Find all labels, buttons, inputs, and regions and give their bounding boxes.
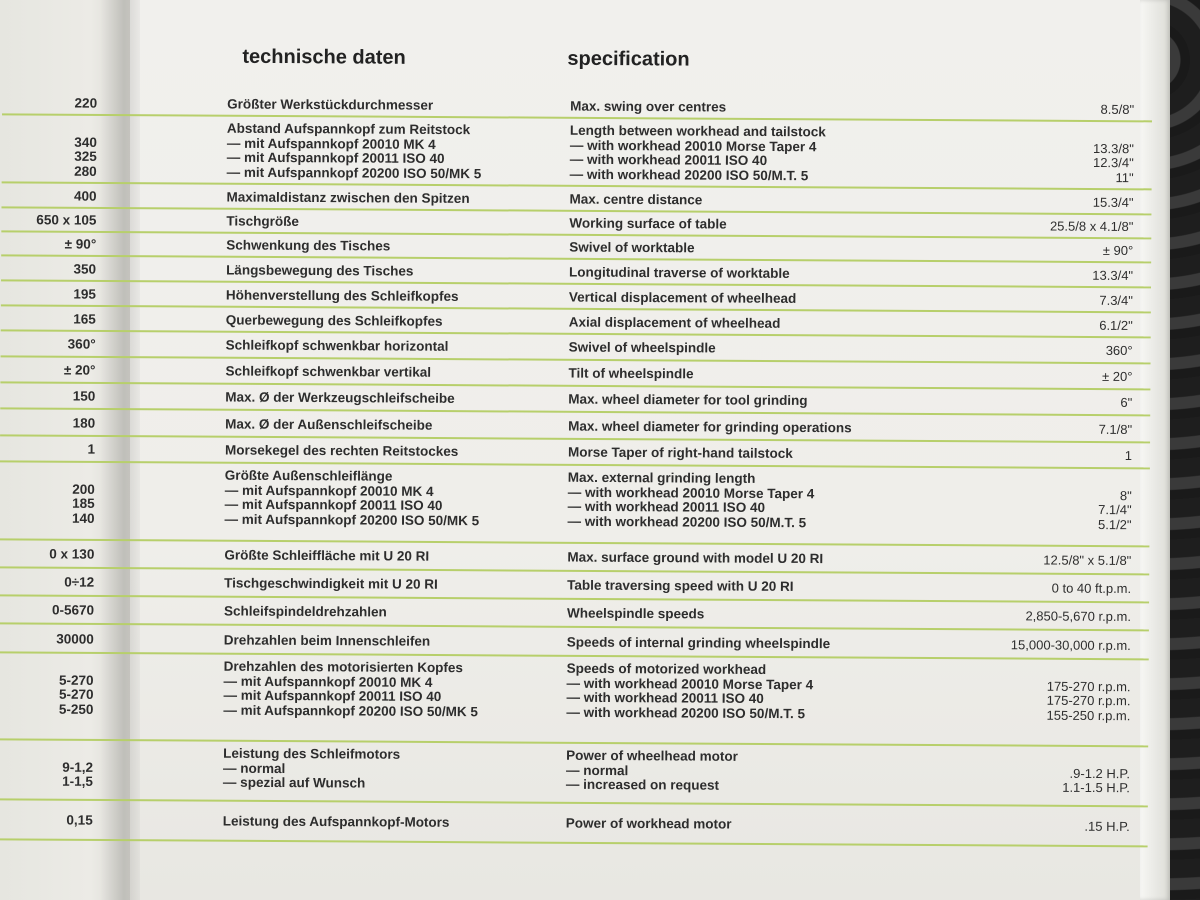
german-label-line: Max. Ø der Außenschleifscheibe bbox=[225, 415, 433, 433]
metric-value bbox=[0, 467, 95, 526]
english-label-line: — with workhead 20010 Morse Taper 4 bbox=[567, 484, 815, 501]
imperial-value-line: 8.5/8" bbox=[1100, 101, 1135, 117]
imperial-value-line bbox=[899, 664, 1131, 680]
metric-value bbox=[0, 416, 95, 431]
english-label bbox=[566, 749, 738, 794]
metric-value-line bbox=[2, 120, 97, 135]
imperial-value-line bbox=[898, 751, 1130, 767]
spec-row bbox=[0, 740, 1148, 807]
spec-row bbox=[0, 462, 1150, 547]
english-label-line: Max. swing over centres bbox=[570, 98, 727, 115]
german-label-line: Maximaldistanz zwischen den Spitzen bbox=[226, 188, 470, 206]
metric-value-line: 325 bbox=[74, 148, 97, 164]
metric-value bbox=[0, 745, 93, 789]
english-label-line: Swivel of wheelspindle bbox=[568, 339, 716, 356]
imperial-value-line: 2,850-5,670 r.p.m. bbox=[1025, 608, 1132, 624]
english-label-line: — with workhead 20010 Morse Taper 4 bbox=[569, 137, 817, 154]
metric-value-line: 1-1,5 bbox=[62, 773, 94, 789]
german-label bbox=[224, 548, 429, 564]
imperial-value bbox=[900, 448, 1132, 464]
imperial-value bbox=[901, 343, 1133, 359]
german-label bbox=[226, 214, 299, 229]
german-label-line: — mit Aufspannkopf 20200 ISO 50/MK 5 bbox=[223, 702, 479, 719]
metric-value bbox=[1, 237, 96, 252]
imperial-value-line: ± 20° bbox=[1102, 368, 1133, 385]
german-label bbox=[227, 122, 482, 182]
english-label bbox=[569, 315, 781, 331]
english-label bbox=[566, 817, 732, 833]
english-label bbox=[569, 192, 702, 207]
metric-value-line bbox=[0, 467, 95, 482]
heading-german: technische daten bbox=[242, 45, 406, 69]
metric-value bbox=[0, 363, 95, 378]
metric-value-line: 200 bbox=[72, 481, 95, 497]
imperial-value-line: .9-1.2 H.P. bbox=[1069, 765, 1131, 781]
german-label-line: Leistung des Aufspannkopf-Motors bbox=[222, 813, 450, 830]
english-label-line: Speeds of internal grinding wheelspindle bbox=[566, 634, 831, 651]
german-label-line: Längsbewegung des Tisches bbox=[226, 261, 414, 279]
metric-value-line: 340 bbox=[74, 134, 97, 150]
german-label-line: — mit Aufspannkopf 20011 ISO 40 bbox=[224, 496, 443, 514]
german-label-line: Höhenverstellung des Schleifkopfes bbox=[225, 286, 459, 304]
german-label-line: Größter Werkstückdurchmesser bbox=[227, 95, 434, 113]
metric-value bbox=[1, 262, 96, 277]
imperial-value-line: 7.1/8" bbox=[1098, 421, 1133, 437]
german-label-line: — mit Aufspannkopf 20010 MK 4 bbox=[223, 673, 433, 690]
english-label bbox=[570, 99, 726, 114]
german-label-line: — normal bbox=[223, 760, 286, 776]
imperial-value bbox=[901, 267, 1133, 283]
imperial-value-line: ± 90° bbox=[1102, 242, 1134, 259]
imperial-value-line: 5.1/2" bbox=[1097, 516, 1132, 532]
english-label-line: — with workhead 20011 ISO 40 bbox=[567, 498, 766, 516]
german-label-line: Leistung des Schleifmotors bbox=[223, 745, 401, 762]
german-label-line: Tischgröße bbox=[226, 213, 299, 229]
imperial-value bbox=[900, 473, 1132, 532]
spec-row bbox=[0, 800, 1148, 847]
metric-value-line: 220 bbox=[74, 95, 98, 111]
metric-value bbox=[1, 189, 96, 204]
english-label-line: Max. wheel diameter for grinding operations bbox=[568, 418, 852, 435]
imperial-value bbox=[900, 421, 1132, 437]
imperial-value-line: 13.3/8" bbox=[1093, 140, 1134, 156]
english-label bbox=[567, 635, 830, 651]
english-label-line: — with workhead 20200 ISO 50/M.T. 5 bbox=[569, 166, 809, 183]
metric-value-line: 0,15 bbox=[66, 812, 93, 828]
metric-value bbox=[2, 120, 97, 179]
imperial-value-line bbox=[902, 126, 1134, 142]
english-label-line: Max. centre distance bbox=[569, 191, 703, 207]
german-label-line: — mit Aufspannkopf 20011 ISO 40 bbox=[226, 149, 445, 167]
english-label-line: Longitudinal traverse of worktable bbox=[569, 264, 790, 281]
imperial-value-line: 15.3/4" bbox=[1092, 194, 1134, 210]
metric-value bbox=[0, 658, 94, 717]
english-label-line: Max. external grinding length bbox=[567, 469, 756, 486]
imperial-value-line: 1 bbox=[1124, 447, 1133, 463]
imperial-value-line: 6.1/2" bbox=[1099, 317, 1133, 333]
english-label-line: Wheelspindle speeds bbox=[566, 605, 705, 622]
german-label bbox=[226, 190, 469, 206]
imperial-value-line bbox=[900, 473, 1132, 489]
english-label-line: Vertical displacement of wheelhead bbox=[568, 289, 797, 306]
metric-value-line: 0÷12 bbox=[64, 574, 95, 590]
metric-value-line: 180 bbox=[72, 415, 96, 431]
english-label-line: Power of wheelhead motor bbox=[566, 747, 738, 764]
german-label bbox=[226, 338, 449, 354]
english-label-line: Table traversing speed with U 20 RI bbox=[567, 577, 794, 594]
metric-value bbox=[1, 312, 96, 327]
imperial-value bbox=[901, 243, 1133, 259]
imperial-value bbox=[899, 609, 1131, 625]
imperial-value-line: 15,000-30,000 r.p.m. bbox=[1010, 636, 1131, 653]
german-label bbox=[223, 660, 478, 720]
imperial-value bbox=[899, 581, 1131, 597]
german-label-line: Schleifkopf schwenkbar vertikal bbox=[225, 363, 432, 380]
imperial-value-line: 11" bbox=[1115, 169, 1134, 185]
imperial-value-line: 360° bbox=[1105, 342, 1133, 359]
english-label bbox=[567, 579, 793, 595]
imperial-value-line: 12.3/4" bbox=[1092, 155, 1134, 171]
imperial-value-line: 25.5/8 x 4.1/8" bbox=[1049, 218, 1134, 235]
imperial-value bbox=[901, 317, 1133, 333]
english-label bbox=[567, 607, 704, 622]
metric-value-line: 185 bbox=[72, 495, 95, 511]
german-label-line: Morsekegel des rechten Reitstockes bbox=[224, 442, 459, 459]
english-label-line: Length between workhead and tailstock bbox=[569, 122, 826, 140]
metric-value-line: 5-270 bbox=[59, 672, 94, 688]
english-label-line: Swivel of worktable bbox=[569, 239, 695, 256]
imperial-value-line: 155-250 r.p.m. bbox=[1046, 707, 1131, 723]
metric-value-line: 140 bbox=[71, 510, 95, 526]
metric-value-line: 280 bbox=[74, 163, 97, 179]
imperial-value-line: 12.5/8" x 5.1/8" bbox=[1043, 552, 1132, 568]
german-label bbox=[224, 576, 438, 592]
english-label-line: Morse Taper of right-hand tailstock bbox=[567, 444, 793, 461]
metric-value-line: 165 bbox=[73, 311, 96, 327]
english-label bbox=[569, 341, 716, 356]
imperial-value-line: 8" bbox=[1119, 487, 1132, 503]
german-label-line: Schwenkung des Tisches bbox=[226, 237, 391, 254]
english-label bbox=[567, 551, 823, 567]
metric-value bbox=[1, 213, 96, 228]
imperial-value bbox=[899, 553, 1131, 569]
german-label-line: Abstand Aufspannkopf zum Reitstock bbox=[226, 120, 471, 138]
german-label-line: Tischgeschwindigkeit mit U 20 RI bbox=[224, 575, 438, 592]
metric-value-line: 400 bbox=[73, 188, 97, 204]
imperial-value bbox=[901, 219, 1133, 235]
imperial-value bbox=[900, 369, 1132, 385]
german-label bbox=[224, 604, 387, 619]
metric-value-line: ± 90° bbox=[64, 236, 97, 252]
metric-value bbox=[0, 575, 94, 590]
german-label bbox=[223, 747, 400, 792]
german-label-line: — mit Aufspannkopf 20011 ISO 40 bbox=[223, 687, 442, 705]
english-label-line: — with workhead 20011 ISO 40 bbox=[566, 689, 764, 707]
german-label bbox=[226, 313, 443, 329]
metric-value-line: 650 x 105 bbox=[36, 212, 97, 228]
metric-value-line: 30000 bbox=[56, 630, 94, 647]
german-label bbox=[225, 417, 432, 433]
imperial-value bbox=[898, 819, 1130, 835]
spec-row bbox=[0, 653, 1149, 747]
english-label bbox=[569, 290, 796, 306]
imperial-value bbox=[899, 637, 1131, 653]
german-label bbox=[225, 443, 458, 459]
german-label bbox=[226, 288, 459, 304]
english-label-line: — normal bbox=[566, 762, 629, 778]
german-label bbox=[226, 238, 390, 254]
metric-value bbox=[0, 632, 94, 647]
english-label-line: Axial displacement of wheelhead bbox=[568, 314, 781, 331]
english-label bbox=[569, 265, 790, 281]
imperial-value-line: 7.3/4" bbox=[1099, 292, 1133, 308]
german-label-line: — spezial auf Wunsch bbox=[222, 774, 366, 791]
imperial-value bbox=[902, 126, 1134, 185]
english-label-line: — increased on request bbox=[565, 776, 720, 793]
heading-english: specification bbox=[567, 47, 690, 71]
english-label bbox=[566, 662, 813, 722]
english-label-line: — with workhead 20010 Morse Taper 4 bbox=[566, 675, 814, 692]
imperial-value-line: 1.1-1.5 H.P. bbox=[1062, 779, 1130, 796]
metric-value bbox=[1, 287, 96, 302]
german-label-line: — mit Aufspannkopf 20010 MK 4 bbox=[224, 482, 434, 499]
imperial-value-line: .15 H.P. bbox=[1084, 818, 1130, 834]
metric-value bbox=[0, 813, 93, 828]
german-label-line: Schleifkopf schwenkbar horizontal bbox=[225, 337, 449, 354]
imperial-value bbox=[898, 664, 1130, 723]
german-label bbox=[224, 633, 430, 649]
english-label bbox=[570, 124, 826, 184]
german-label-line: — mit Aufspannkopf 20200 ISO 50/MK 5 bbox=[224, 511, 480, 528]
imperial-value bbox=[898, 751, 1130, 796]
imperial-value-line: 6" bbox=[1120, 394, 1133, 411]
english-label-line: Max. wheel diameter for tool grinding bbox=[568, 391, 808, 409]
english-label-line: Max. surface ground with model U 20 RI bbox=[567, 549, 824, 567]
metric-value-line: 350 bbox=[73, 261, 97, 277]
german-label bbox=[225, 469, 480, 529]
metric-value-line: 360° bbox=[67, 336, 96, 352]
english-label-line: Tilt of wheelspindle bbox=[568, 365, 694, 382]
metric-value bbox=[0, 442, 95, 457]
german-label-line: Max. Ø der Werkzeugschleifscheibe bbox=[225, 389, 455, 406]
imperial-value-line: 13.3/4" bbox=[1092, 267, 1134, 283]
metric-value-line bbox=[0, 745, 93, 760]
imperial-value-line: 175-270 r.p.m. bbox=[1046, 692, 1131, 709]
metric-value bbox=[0, 603, 94, 618]
german-label-line: Drehzahlen des motorisierten Kopfes bbox=[223, 658, 464, 676]
spec-row bbox=[2, 115, 1152, 190]
english-label bbox=[568, 446, 793, 462]
imperial-value-line: 7.1/4" bbox=[1098, 502, 1132, 518]
german-label-line: Querbewegung des Schleifkopfes bbox=[225, 311, 443, 329]
metric-value bbox=[0, 389, 95, 404]
german-label-line: Schleifspindeldrehzahlen bbox=[223, 603, 387, 620]
english-label bbox=[568, 367, 693, 382]
english-label-line: — with workhead 20011 ISO 40 bbox=[569, 151, 768, 169]
english-label bbox=[568, 419, 852, 435]
metric-value-line: 195 bbox=[73, 286, 96, 302]
metric-value-line: 0 x 130 bbox=[49, 546, 95, 562]
metric-value bbox=[2, 96, 97, 111]
imperial-value bbox=[902, 101, 1134, 117]
imperial-value-line: 0 to 40 ft.p.m. bbox=[1051, 580, 1132, 596]
english-label-line: Speeds of motorized workhead bbox=[566, 660, 767, 678]
english-label bbox=[568, 471, 815, 531]
english-label bbox=[569, 217, 726, 232]
german-label-line: Drehzahlen beim Innenschleifen bbox=[223, 631, 431, 649]
metric-value-line: 5-250 bbox=[58, 701, 94, 717]
imperial-value-line: 175-270 r.p.m. bbox=[1046, 678, 1131, 694]
metric-value-line: 1 bbox=[87, 441, 96, 457]
german-label-line: — mit Aufspannkopf 20200 ISO 50/MK 5 bbox=[226, 164, 482, 181]
english-label-line: — with workhead 20200 ISO 50/M.T. 5 bbox=[567, 513, 807, 530]
english-label-line: Working surface of table bbox=[569, 215, 727, 232]
metric-value bbox=[1, 337, 96, 352]
german-label bbox=[226, 263, 413, 279]
metric-value-line: 150 bbox=[72, 388, 96, 404]
german-label bbox=[223, 814, 450, 830]
imperial-value bbox=[901, 194, 1133, 210]
row-divider bbox=[0, 838, 1148, 847]
german-label-line: — mit Aufspannkopf 20010 MK 4 bbox=[226, 135, 436, 152]
german-label bbox=[225, 364, 431, 380]
imperial-value bbox=[901, 292, 1133, 308]
german-label bbox=[225, 390, 454, 406]
imperial-value bbox=[900, 395, 1132, 411]
german-label-line: Größte Außenschleiflänge bbox=[224, 467, 393, 484]
english-label-line: Power of workhead motor bbox=[565, 815, 732, 832]
english-label bbox=[568, 393, 807, 409]
english-label-line: — with workhead 20200 ISO 50/M.T. 5 bbox=[566, 704, 806, 721]
metric-value-line: 5-270 bbox=[58, 686, 94, 702]
german-label bbox=[227, 97, 433, 113]
metric-value bbox=[0, 547, 94, 562]
english-label bbox=[569, 241, 694, 256]
metric-value-line: 9-1,2 bbox=[62, 759, 94, 775]
german-label-line: Größte Schleiffläche mit U 20 RI bbox=[224, 547, 430, 564]
metric-value-line: 0-5670 bbox=[51, 602, 95, 618]
metric-value-line: ± 20° bbox=[63, 362, 96, 378]
metric-value-line bbox=[0, 658, 94, 673]
